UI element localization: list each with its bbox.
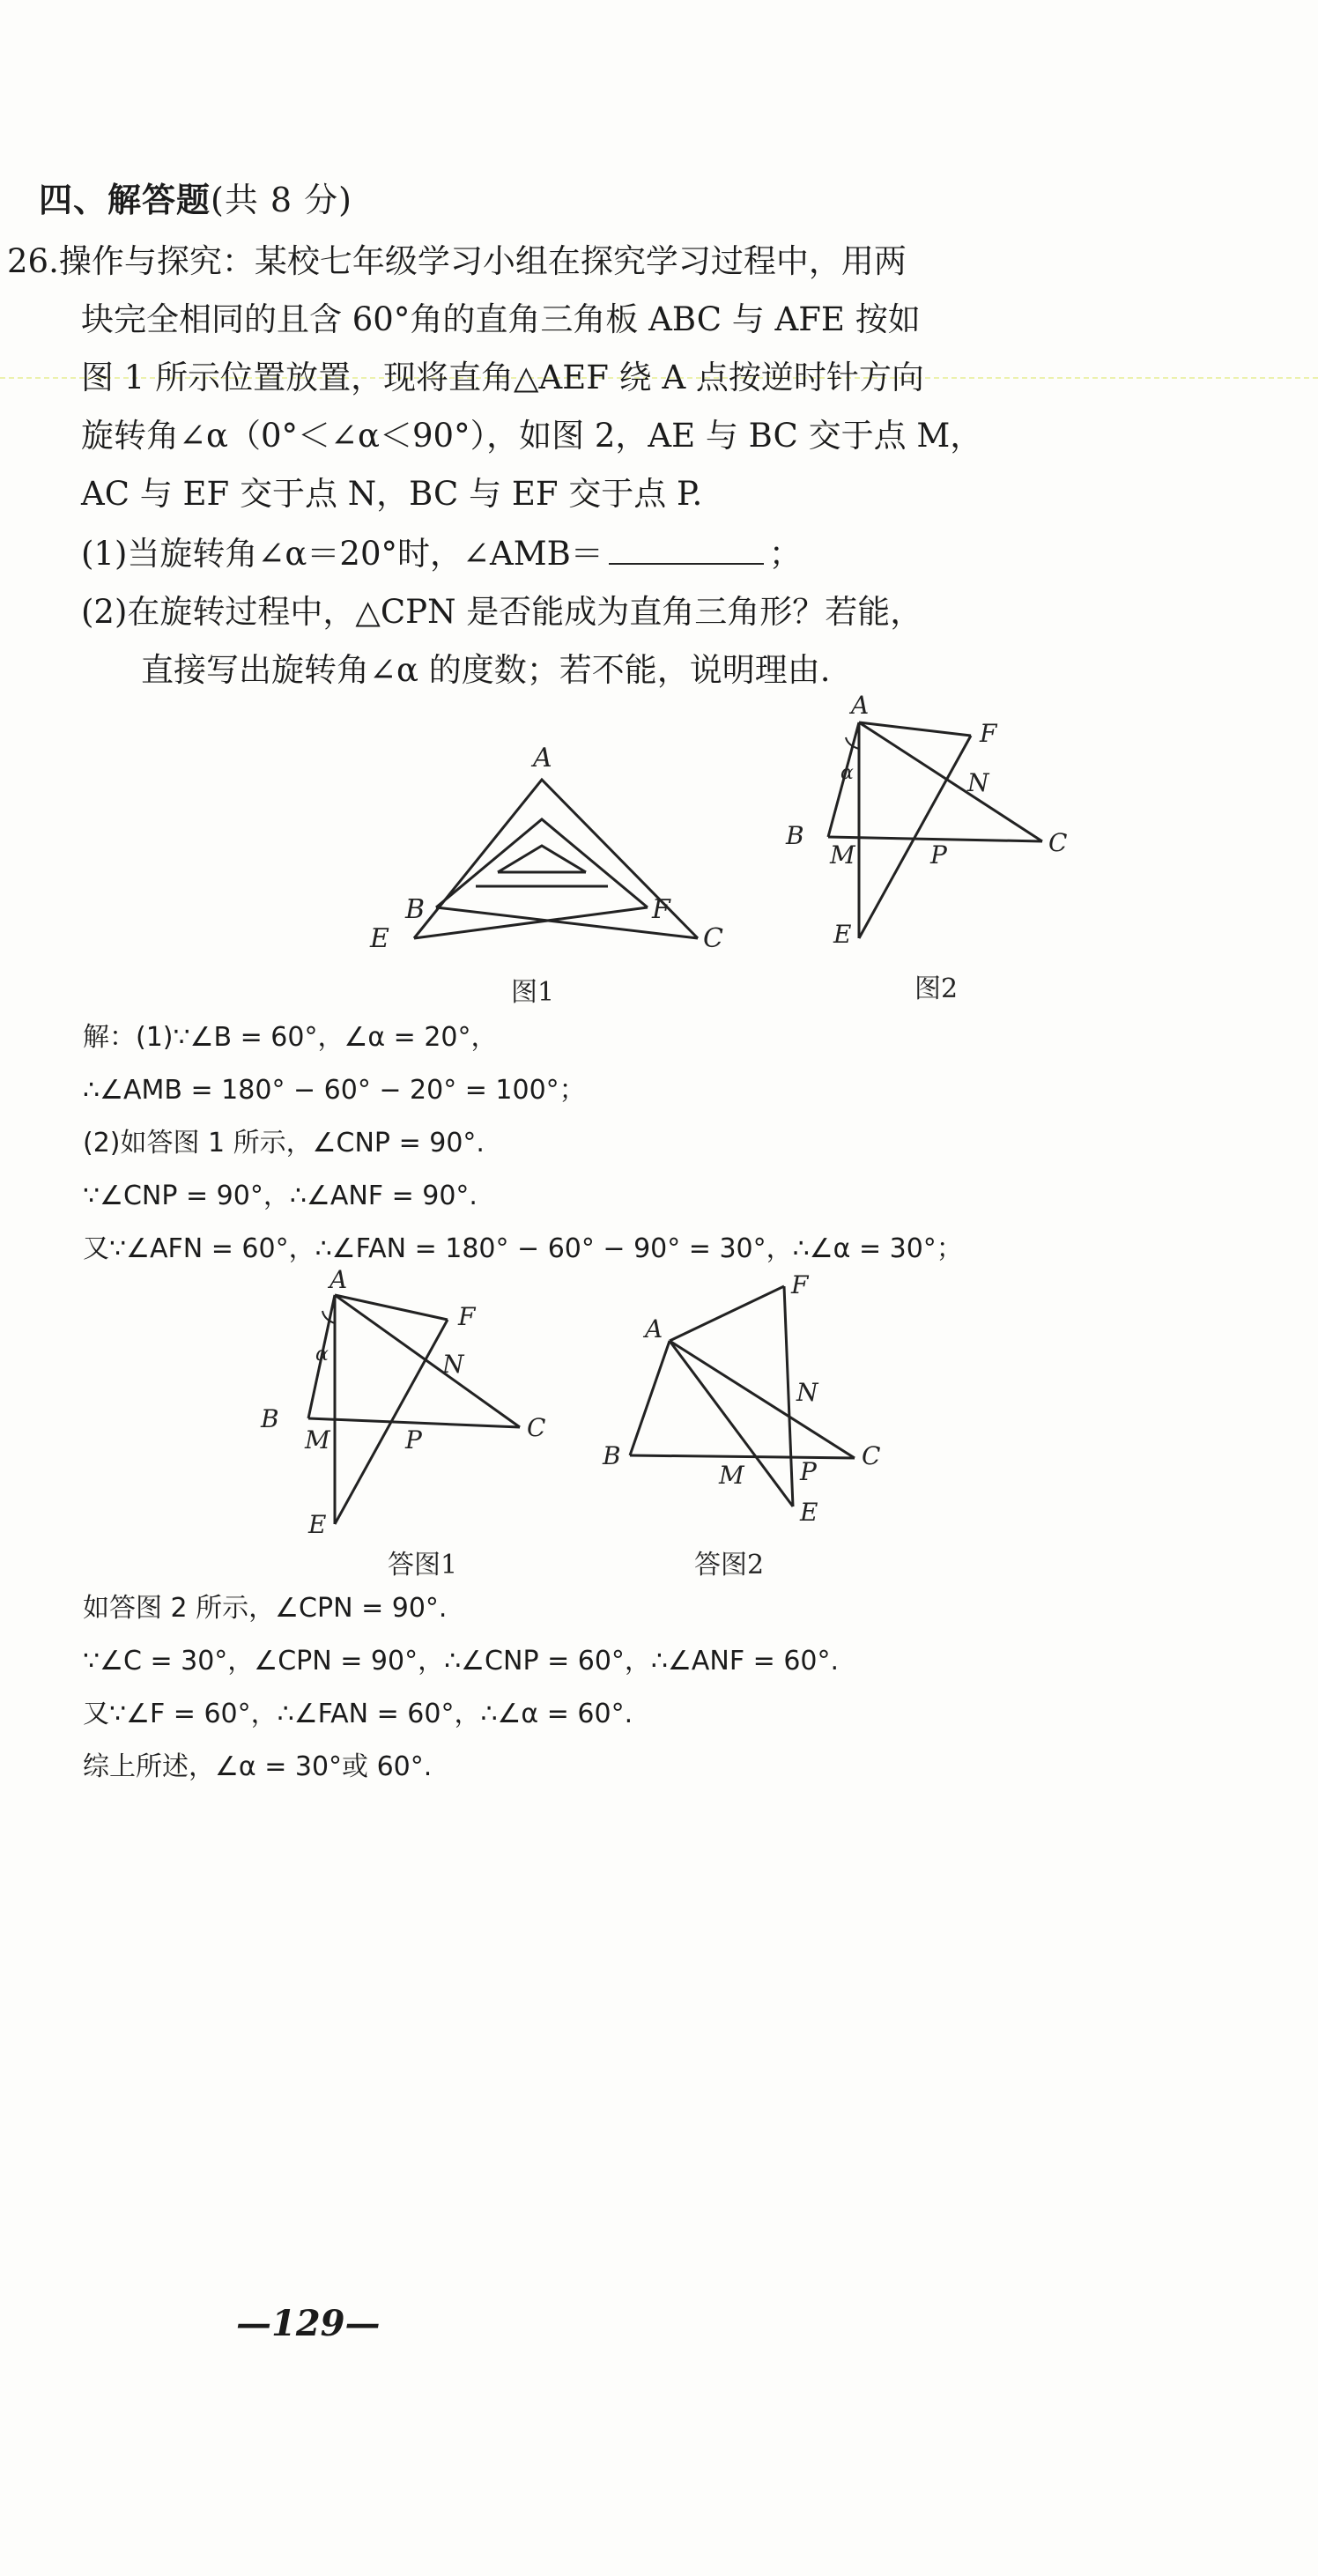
ans2-caption: 答图2 <box>694 1550 765 1580</box>
ans1-label-n: N <box>442 1350 464 1379</box>
ans2-label-c: C <box>862 1441 881 1470</box>
section-title <box>39 173 352 221</box>
question-1-end: ； <box>768 535 802 573</box>
fig2-label-c: C <box>1048 828 1068 857</box>
ans2-label-m: M <box>719 1461 744 1490</box>
problem-line: AC 与 EF 交于点 N，BC 与 EF 交于点 P. <box>81 475 703 513</box>
problem-line: 旋转角∠α（0°＜∠α＜90°），如图 2，AE 与 BC 交于点 M， <box>81 417 983 455</box>
problem-line: 图 1 所示位置放置，现将直角△AEF 绕 A 点按逆时针方向 <box>81 359 924 396</box>
solution-line: 解：(1)∵∠B = 60°，∠α = 20°， <box>83 1022 498 1053</box>
fig2-label-m: M <box>830 840 855 870</box>
fig2-caption: 图2 <box>914 973 959 1004</box>
ans1-label-e: E <box>308 1510 327 1539</box>
solution-line: ∵∠CNP = 90°，∴∠ANF = 90°. <box>83 1181 478 1211</box>
solution-line: 又∵∠F = 60°，∴∠FAN = 60°，∴∠α = 60°. <box>83 1699 633 1729</box>
ans2-label-e: E <box>800 1498 818 1527</box>
fig2-label-alpha: α <box>840 762 854 784</box>
page-number: —129— <box>236 2303 381 2344</box>
solution-line: 综上所述，∠α = 30°或 60°. <box>83 1751 433 1782</box>
fig2-label-b: B <box>786 821 804 850</box>
figure-1 <box>352 731 740 1017</box>
fig2-label-a: A <box>851 691 870 720</box>
solution-line: 又∵∠AFN = 60°，∴∠FAN = 180° − 60° − 90° = 30°，∴∠α = 30°； <box>83 1233 963 1264</box>
solution-line: ∴∠AMB = 180° − 60° − 20° = 100°； <box>83 1075 586 1106</box>
fig2-label-n: N <box>967 768 989 797</box>
fig1-caption: 图1 <box>511 977 555 1008</box>
ans1-caption: 答图1 <box>388 1550 458 1580</box>
fig1-label-a: A <box>533 743 552 774</box>
fig1-label-c: C <box>703 923 723 954</box>
ans1-label-f: F <box>458 1302 476 1331</box>
answer-figure-1 <box>247 1269 564 1589</box>
ans1-label-m: M <box>305 1425 330 1455</box>
ans1-label-c: C <box>527 1413 546 1442</box>
answer-blank <box>609 537 764 565</box>
fig1-label-b: B <box>405 894 426 925</box>
question-2-cont: 直接写出旋转角∠α 的度数；若不能，说明理由. <box>141 651 831 689</box>
solution-line: ∵∠C = 30°，∠CPN = 90°，∴∠CNP = 60°，∴∠ANF = 60°. <box>83 1646 840 1677</box>
ans2-label-p: P <box>800 1457 817 1486</box>
solution-line: 如答图 2 所示，∠CPN = 90°. <box>83 1593 448 1624</box>
question-2: (2)在旋转过程中，△CPN 是否能成为直角三角形？若能， <box>81 593 923 631</box>
ans1-label-alpha: α <box>315 1344 329 1366</box>
solution-line: (2)如答图 1 所示，∠CNP = 90°. <box>83 1128 485 1158</box>
ans1-label-p: P <box>405 1425 422 1455</box>
ans2-label-n: N <box>796 1378 818 1407</box>
ans2-label-b: B <box>603 1441 621 1470</box>
fig2-label-f: F <box>980 719 997 748</box>
question-1 <box>81 525 802 583</box>
fig1-label-e: E <box>370 923 389 954</box>
figure-2 <box>775 687 1092 1017</box>
section-title-text: 四、解答题 <box>39 180 211 219</box>
answer-figure-1-lines <box>308 1295 520 1524</box>
fig2-label-p: P <box>930 840 947 870</box>
ans2-label-f: F <box>791 1270 809 1299</box>
problem-line: 块完全相同的且含 60°角的直角三角板 ABC 与 AFE 按如 <box>81 300 921 338</box>
ans2-label-a: A <box>645 1314 663 1344</box>
fig2-label-e: E <box>833 920 852 949</box>
fig1-label-f: F <box>652 894 670 925</box>
ans1-label-a: A <box>330 1269 348 1294</box>
answer-figure-2 <box>590 1269 907 1589</box>
problem-line: 26.操作与探究：某校七年级学习小组在探究学习过程中，用两 <box>7 242 907 280</box>
section-score: (共 8 分) <box>211 181 353 219</box>
figure-2-lines <box>828 722 1042 938</box>
question-1-text: (1)当旋转角∠α＝20°时，∠AMB＝ <box>81 535 603 573</box>
ans1-label-b: B <box>261 1404 279 1433</box>
